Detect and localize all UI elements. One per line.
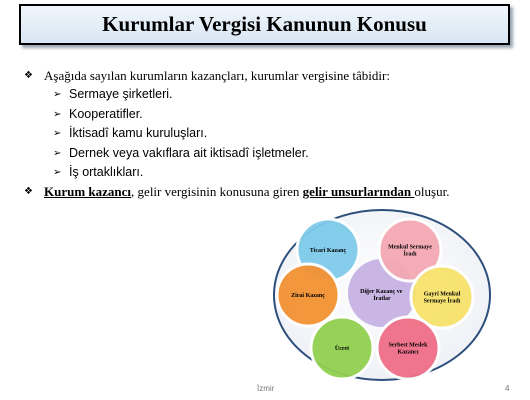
slide-title-box [19,4,510,45]
ucret-label: Ücret [334,346,350,352]
arrow-bullet-icon: ➢ [53,147,62,159]
diamond-bullet-icon: ❖ [24,186,33,198]
list-item-text: İktisadî kamu kuruluşları. [69,126,208,141]
term-kurum-kazanci: Kurum kazancı [44,184,132,200]
arrow-bullet-icon: ➢ [53,128,62,140]
ticari-kazanc-label: Ticari Kazanç [309,248,347,254]
list-item [24,163,524,182]
bullet-list [24,66,524,202]
note-bullet [24,182,524,201]
slide-title: Kurumlar Vergisi Kanunun Konusu [102,12,427,36]
list-item-text: İş ortaklıkları. [69,165,144,180]
term-gelir-unsurlari: gelir unsurlarından [302,184,415,200]
intro-bullet [24,66,524,85]
gayri-menkul-sermaye-iradi-label: Gayri Menkul Sermaye İradı [423,291,461,305]
intro-text: Aşağıda sayılan kurumların kazançları, kurumlar vergisine tâbidir: [44,68,390,83]
income-types-diagram [270,205,495,385]
list-item [24,85,524,104]
arrow-bullet-icon: ➢ [53,89,62,101]
note-middle: , gelir vergisinin konusuna giren [131,184,303,200]
page-number: 4 [505,384,510,393]
diamond-bullet-icon: ❖ [24,70,33,81]
list-item [24,105,524,124]
center-label-line: Diğer Kazanç ve [360,289,403,295]
list-item [24,124,524,143]
arrow-bullet-icon: ➢ [53,108,62,120]
list-item-text: Dernek veya vakıflara ait iktisadî işletmeler. [69,145,309,160]
list-item-text: Kooperatifler. [69,106,143,121]
note-end: oluşur. [414,184,450,200]
note-text [38,182,449,201]
footer-city: İzmir [257,384,275,393]
menkul-sermaye-iradi-label: Menkul Sermaye İradı [388,244,432,258]
arrow-bullet-icon: ➢ [53,167,62,179]
serbest-meslek-kazanci-label: Serbest Meslek Kazancı [388,342,428,356]
zirai-kazanc-label: Zirai Kazanç [291,293,325,299]
list-item-text: Sermaye şirketleri. [69,87,173,102]
center-label-line: İratlar [373,296,391,302]
list-item [24,144,524,163]
